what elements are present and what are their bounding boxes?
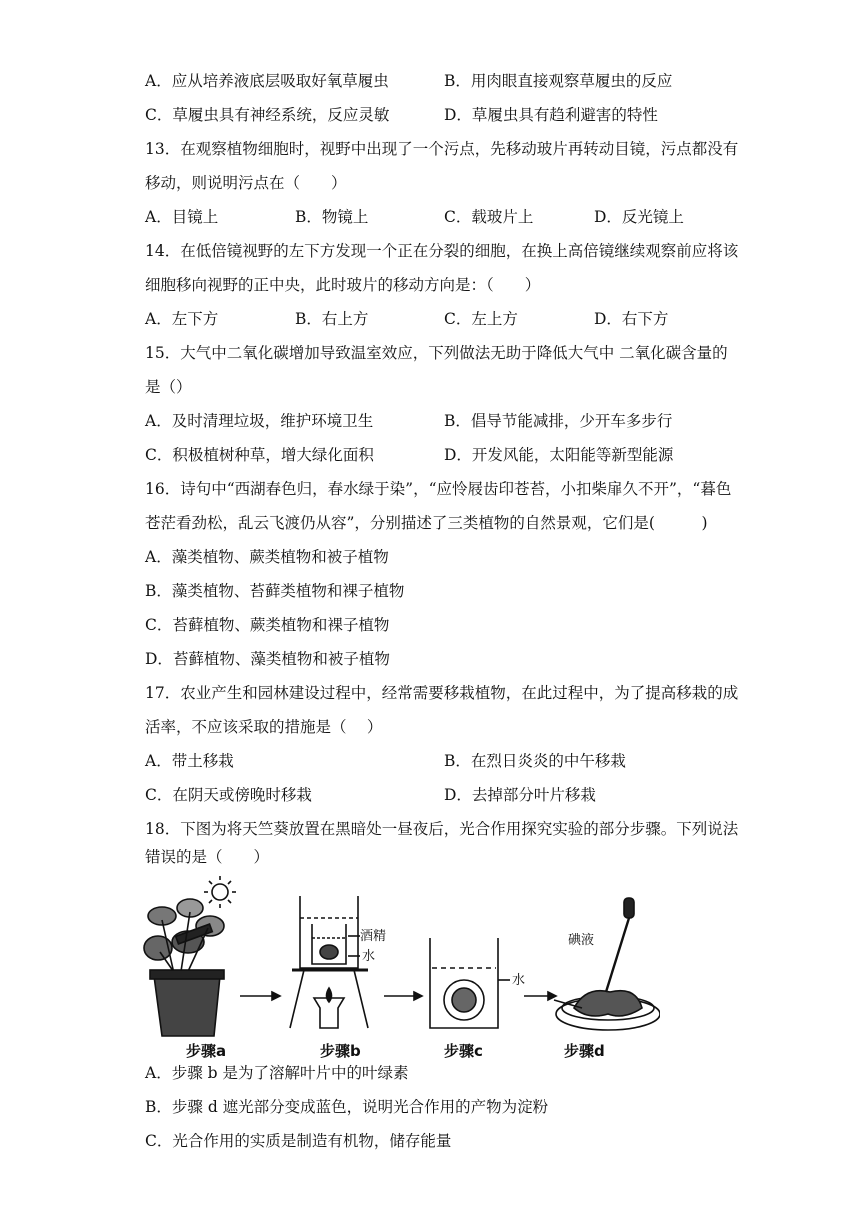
q18-option-c: C．光合作用的实质是制造有机物，储存能量 bbox=[145, 1132, 452, 1150]
q15-stem-line2: 是（） bbox=[145, 378, 192, 396]
step-c-rinse-beaker bbox=[430, 938, 510, 1028]
q12-option-d: D．草履虫具有趋利避害的特性 bbox=[444, 106, 658, 124]
sun-icon bbox=[204, 876, 236, 908]
q15-stem-line1: 15．大气中二氧化碳增加导致温室效应，下列做法无助于降低大气中 二氧化碳含量的 bbox=[145, 344, 728, 362]
arrow-b-to-c bbox=[384, 992, 422, 1000]
q14-option-c: C．左上方 bbox=[444, 310, 518, 328]
step-a-caption: 步骤a bbox=[186, 1042, 227, 1060]
q17-option-b: B．在烈日炎炎的中午移栽 bbox=[444, 752, 626, 770]
step-d-caption: 步骤d bbox=[564, 1042, 605, 1060]
q18-option-a: A．步骤 b 是为了溶解叶片中的叶绿素 bbox=[145, 1064, 409, 1082]
q13-stem-line1: 13．在观察植物细胞时，视野中出现了一个污点，先移动玻片再转动目镜，污点都没有 bbox=[145, 140, 739, 158]
experiment-figure bbox=[140, 868, 660, 1064]
q16-option-d: D．苔藓植物、藻类植物和被子植物 bbox=[145, 650, 390, 668]
q13-option-a: A．目镜上 bbox=[145, 208, 219, 226]
label-water-b: 水 bbox=[362, 949, 376, 964]
label-water-c: 水 bbox=[512, 973, 526, 988]
q15-option-c: C．积极植树种草，增大绿化面积 bbox=[145, 446, 374, 464]
q13-option-b: B．物镜上 bbox=[295, 208, 369, 226]
q16-stem-line1: 16．诗句中“西湖春色归，春水绿于染”，“应怜屐齿印苍苔，小扣柴扉久不开”，“暮色 bbox=[145, 480, 732, 498]
step-d-iodine-dish bbox=[554, 898, 660, 1030]
q13-option-d: D．反光镜上 bbox=[594, 208, 684, 226]
q15-option-d: D．开发风能，太阳能等新型能源 bbox=[444, 446, 674, 464]
q15-option-a: A．及时清理垃圾，维护环境卫生 bbox=[145, 412, 374, 430]
q12-option-b: B．用肉眼直接观察草履虫的反应 bbox=[444, 72, 673, 90]
q18-stem-line2: 错误的是（ ） bbox=[145, 848, 270, 866]
q14-stem-line2: 细胞移向视野的正中央，此时玻片的移动方向是：（ ） bbox=[145, 276, 541, 294]
q17-stem-line1: 17．农业产生和园林建设过程中，经常需要移栽植物，在此过程中，为了提高移栽的成 bbox=[145, 684, 739, 702]
q14-option-a: A．左下方 bbox=[145, 310, 219, 328]
q14-stem-line1: 14．在低倍镜视野的左下方发现一个正在分裂的细胞，在换上高倍镜继续观察前应将该 bbox=[145, 242, 739, 260]
arrow-a-to-b bbox=[240, 992, 280, 1000]
q12-option-a: A．应从培养液底层吸取好氧草履虫 bbox=[145, 72, 389, 90]
q17-option-d: D．去掉部分叶片移栽 bbox=[444, 786, 596, 804]
step-c-caption: 步骤c bbox=[444, 1042, 483, 1060]
q13-option-c: C．载玻片上 bbox=[444, 208, 534, 226]
q14-option-b: B．右上方 bbox=[295, 310, 369, 328]
q13-stem-line2: 移动，则说明污点在（ ） bbox=[145, 174, 347, 192]
step-b-caption: 步骤b bbox=[320, 1042, 361, 1060]
step-a-plant-pot bbox=[144, 876, 236, 1036]
q18-option-b: B．步骤 d 遮光部分变成蓝色，说明光合作用的产物为淀粉 bbox=[145, 1098, 549, 1116]
label-iodine: 碘液 bbox=[568, 933, 595, 948]
q12-option-c: C．草履虫具有神经系统，反应灵敏 bbox=[145, 106, 390, 124]
q16-option-b: B．藻类植物、苔藓类植物和裸子植物 bbox=[145, 582, 405, 600]
q18-stem-line1: 18．下图为将天竺葵放置在黑暗处一昼夜后，光合作用探究实验的部分步骤。下列说法 bbox=[145, 820, 739, 838]
step-b-water-bath bbox=[290, 896, 368, 1028]
q14-option-d: D．右下方 bbox=[594, 310, 669, 328]
q16-stem-line2: 苍茫看劲松，乱云飞渡仍从容”，分别描述了三类植物的自然景观，它们是( ) bbox=[145, 514, 708, 532]
q16-option-a: A．藻类植物、蕨类植物和被子植物 bbox=[145, 548, 389, 566]
q17-option-c: C．在阴天或傍晚时移栽 bbox=[145, 786, 312, 804]
label-alcohol: 酒精 bbox=[360, 929, 387, 944]
q17-option-a: A．带土移栽 bbox=[145, 752, 234, 770]
q16-option-c: C．苔藓植物、蕨类植物和裸子植物 bbox=[145, 616, 390, 634]
arrow-c-to-d bbox=[524, 992, 556, 1000]
q15-option-b: B．倡导节能减排，少开车多步行 bbox=[444, 412, 673, 430]
dropper-icon bbox=[606, 898, 634, 992]
q17-stem-line2: 活率，不应该采取的措施是（ ） bbox=[145, 718, 383, 736]
